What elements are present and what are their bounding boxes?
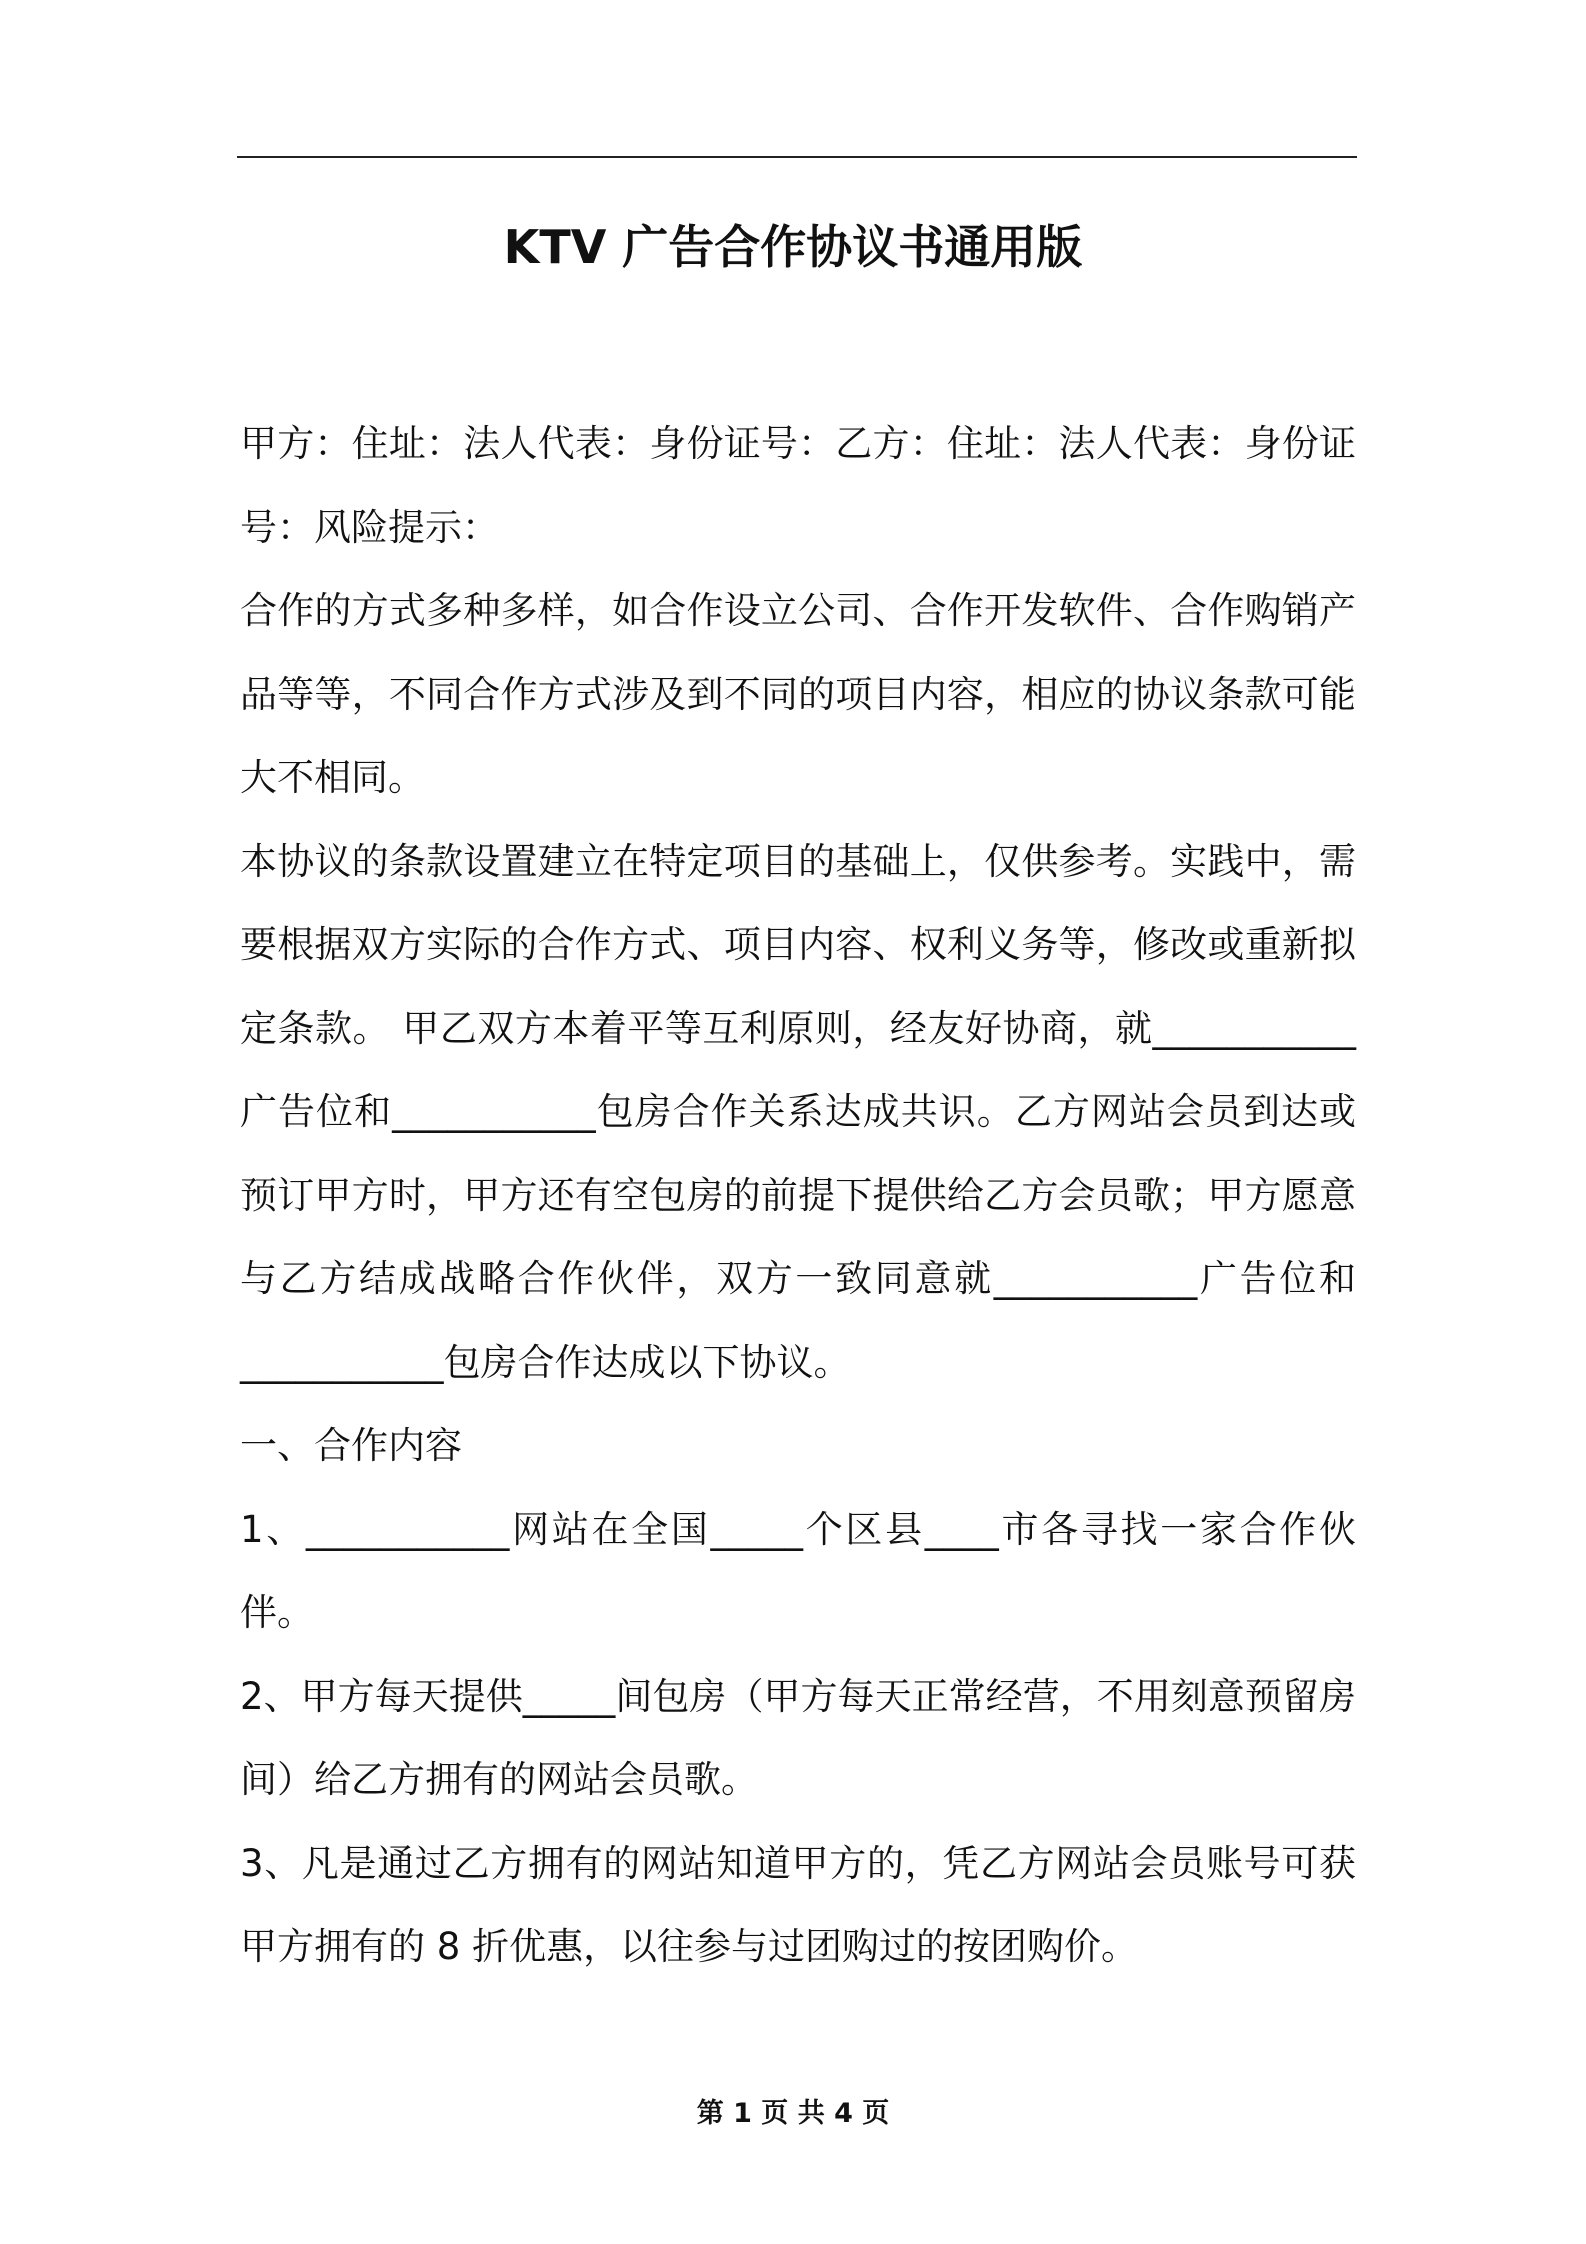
paragraph-preamble: 本协议的条款设置建立在特定项目的基础上，仅供参考。实践中，需要根据双方实际的合作方式、项目内容、权利义务等，修改或重新拟定条款。 甲乙双方本着平等互利原则，经友好协商，就___________广告位和___________包房合作关系达成共识。乙方网站会员到达或预订甲方时，甲方还有空包房的前提下提供给乙方会员歌；甲方愿意与乙方结成战略合作伙伴，双方一致同意就___________广告位和___________包房合作达成以下协议。 — [240, 839, 1356, 1384]
section-heading-cooperation: 一、合作内容 — [240, 1424, 462, 1467]
clause-3: 3、凡是通过乙方拥有的网站知道甲方的，凭乙方网站会员账号可获甲方拥有的 8 折优惠，以往参与过团购过的按团购价。 — [240, 1841, 1356, 1968]
document-title: KTV 广告合作协议书通用版 — [503, 220, 1083, 274]
paragraph-risk-notice: 合作的方式多种多样，如合作设立公司、合作开发软件、合作购销产品等等，不同合作方式涉及到不同的项目内容，相应的协议条款可能大不相同。 — [240, 589, 1356, 799]
clause-2: 2、甲方每天提供_____间包房（甲方每天正常经营，不用刻意预留房间）给乙方拥有的网站会员歌。 — [240, 1674, 1356, 1801]
paragraph-parties: 甲方：住址：法人代表：身份证号：乙方：住址：法人代表：身份证号：风险提示： — [240, 422, 1356, 549]
document-body — [240, 402, 1356, 1989]
page-number: 第 1 页 共 4 页 — [696, 2098, 890, 2129]
clause-1: 1、___________网站在全国_____个区县____市各寻找一家合作伙伴。 — [240, 1507, 1356, 1634]
header-rule — [237, 156, 1357, 158]
